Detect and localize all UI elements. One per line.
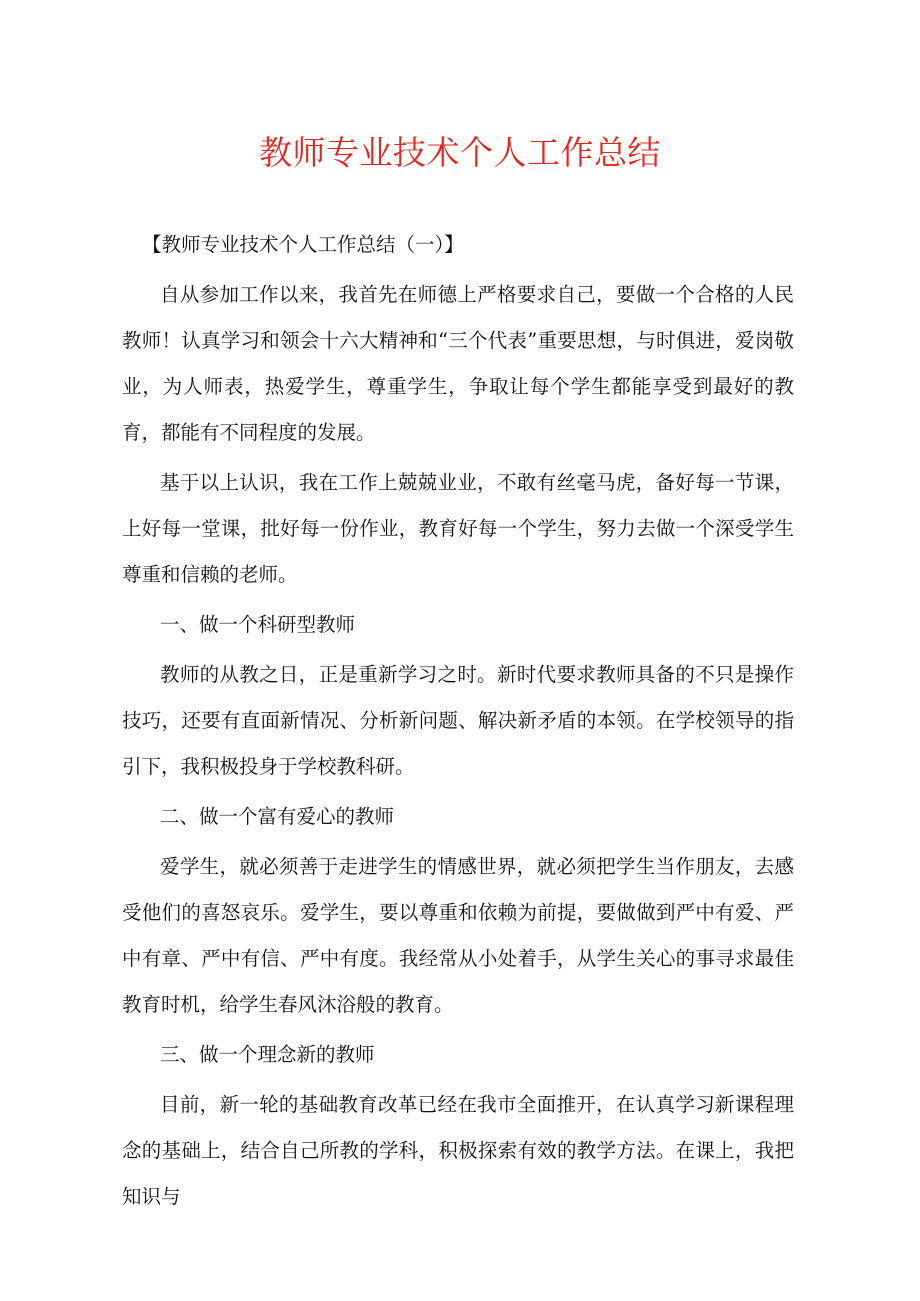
document-title: 教师专业技术个人工作总结 (259, 133, 661, 172)
heading-research-teacher: 一、做一个科研型教师 (160, 613, 356, 636)
paragraph-research: 教师的从教之日，正是重新学习之时。新时代要求教师具备的不只是操作技巧，还要有直面新情况、分析新问题、解决新矛盾的本领。在学校领导的指引下，我积极投身于学校教科研。 (122, 663, 794, 778)
paragraph-new-concept: 目前，新一轮的基础教育改革已经在我市全面推开，在认真学习新课程理念的基础上，结合自己所教的学科，积极探索有效的教学方法。在课上，我把知识与 (122, 1093, 794, 1208)
paragraph-caring: 爱学生，就必须善于走进学生的情感世界，就必须把学生当作朋友，去感受他们的喜怒哀乐。爱学生，要以尊重和依赖为前提，要做做到严中有爱、严中有章、严中有信、严中有度。我经常从小处着手，从学生关心的事寻求最佳教育时机，给学生春风沐浴般的教育。 (122, 855, 794, 1016)
document-body (122, 222, 794, 1224)
heading-caring-teacher: 二、做一个富有爱心的教师 (160, 805, 395, 828)
section-subtitle: 【教师专业技术个人工作总结（一）】 (142, 233, 464, 256)
paragraph-work-attitude: 基于以上认识，我在工作上兢兢业业，不敢有丝毫马虎，备好每一节课，上好每一堂课，批好每一份作业，教育好每一个学生，努力去做一个深受学生尊重和信赖的老师。 (122, 471, 794, 586)
heading-new-concept-teacher: 三、做一个理念新的教师 (160, 1043, 375, 1066)
paragraph-intro: 自从参加工作以来，我首先在师德上严格要求自己，要做一个合格的人民教师！认真学习和领会十六大精神和“三个代表”重要思想，与时俱进，爱岗敬业，为人师表，热爱学生，尊重学生，争取让每个学生都能享受到最好的教育，都能有不同程度的发展。 (122, 283, 794, 444)
